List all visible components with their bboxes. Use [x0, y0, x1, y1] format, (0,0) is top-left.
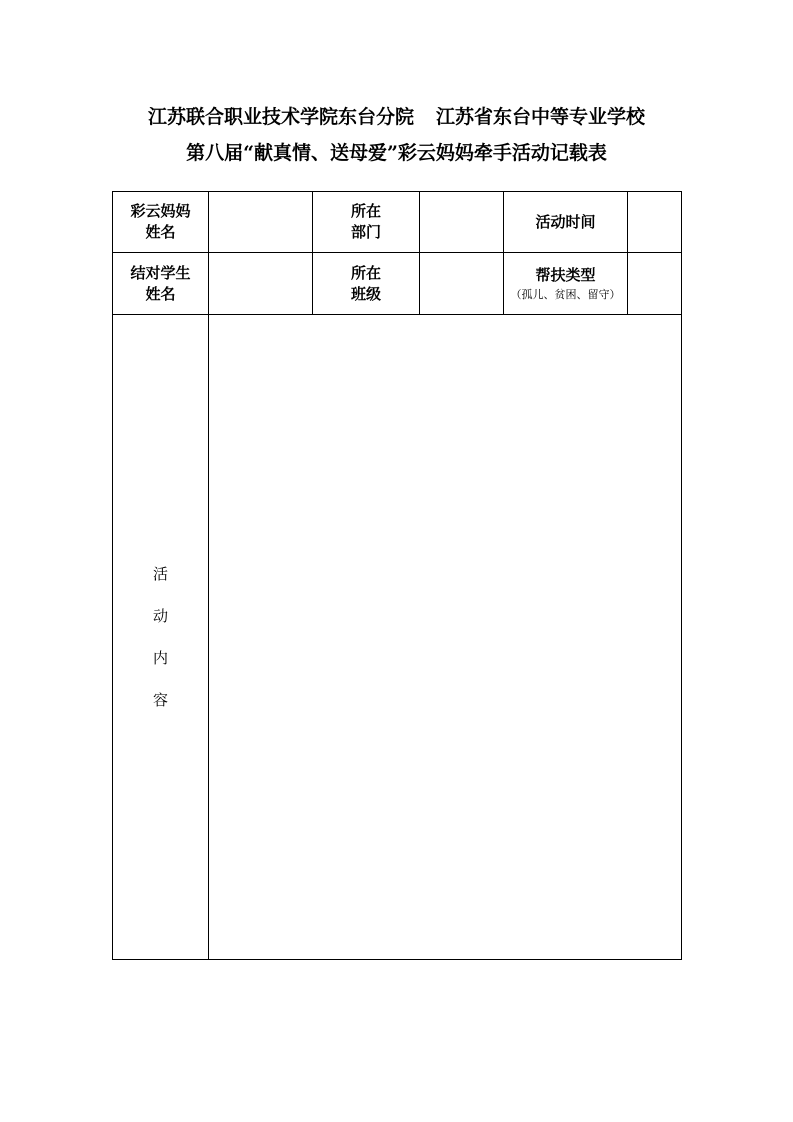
support-type-note: （孤儿、贫困、留守） [510, 288, 621, 301]
class-field[interactable] [420, 253, 504, 315]
support-type-field[interactable] [628, 253, 682, 315]
table-row [113, 192, 682, 253]
activity-time-label: 活动时间 [504, 192, 628, 253]
activity-content-field[interactable] [209, 315, 682, 960]
form-title: 第八届“献真情、送母爱”彩云妈妈牵手活动记载表 [186, 142, 607, 164]
mother-name-field[interactable] [209, 192, 313, 253]
activity-record-table [112, 191, 682, 960]
department-field[interactable] [420, 192, 504, 253]
class-label: 所在 班级 [313, 253, 420, 315]
activity-time-field[interactable] [628, 192, 682, 253]
header-line-1 [0, 105, 793, 129]
student-name-field[interactable] [209, 253, 313, 315]
table-row [113, 315, 682, 960]
department-label: 所在 部门 [313, 192, 420, 253]
support-type-label: 帮扶类型 （孤儿、贫困、留守） [504, 253, 628, 315]
activity-content-label [113, 315, 209, 960]
school-name-1: 江苏联合职业技术学院东台分院 [147, 106, 414, 128]
mother-name-label: 彩云妈妈 姓名 [113, 192, 209, 253]
school-name-2: 江苏省东台中等专业学校 [436, 106, 646, 128]
activity-content-vertical-text: 活 动 内 容 [152, 565, 168, 709]
table-row [113, 253, 682, 315]
student-name-label: 结对学生 姓名 [113, 253, 209, 315]
